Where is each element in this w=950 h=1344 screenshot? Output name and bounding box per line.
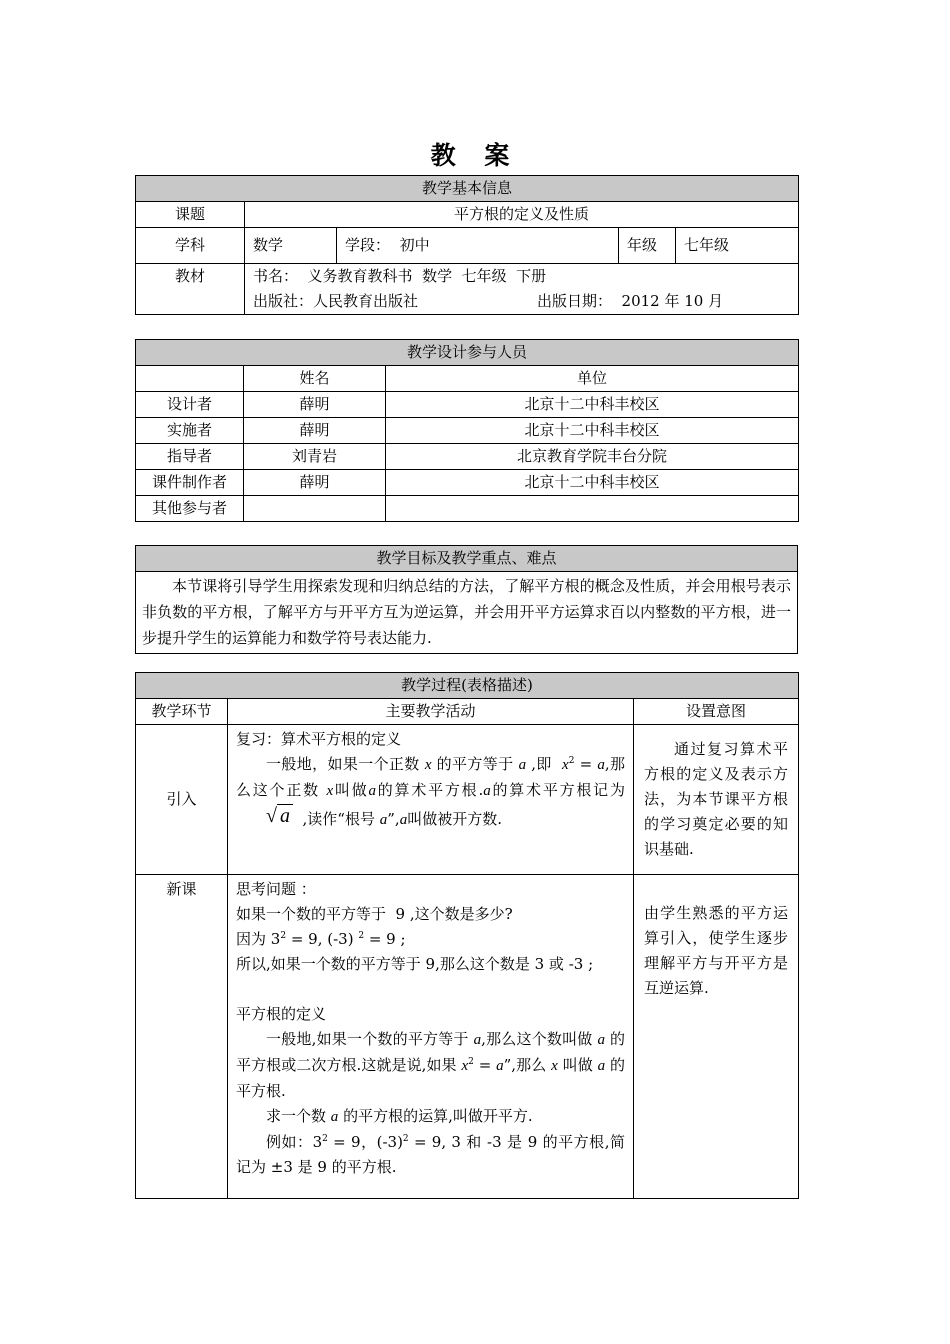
publish-date: 出版日期： 2012 年 10 月 xyxy=(537,292,724,310)
subject-label: 学科 xyxy=(136,228,245,264)
topic-label: 课题 xyxy=(136,202,245,228)
grade-value: 七年级 xyxy=(676,228,799,264)
participant-row xyxy=(136,444,799,470)
textbook-label: 教材 xyxy=(136,264,245,315)
objectives-table xyxy=(135,545,798,654)
subject-value: 数学 xyxy=(245,228,337,264)
so-line: 所以,如果一个数的平方等于 9,那么这个数是 3 或 -3 ; xyxy=(236,955,594,973)
example-paragraph: 例如：$3^2 = 9$，$(-3)^2 = 9$, 3 和 -3 是 9 的平方根,简记为 ±3 是 9 的平方根. xyxy=(236,1133,625,1176)
col-name: 姓名 xyxy=(244,366,386,392)
participant-role: 指导者 xyxy=(136,444,244,470)
publisher-line: 出版社：人民教育出版社 xyxy=(253,292,419,310)
then-word: 那么 xyxy=(516,1056,547,1074)
participants-table xyxy=(135,339,799,522)
participant-unit: 北京十二中科丰校区 xyxy=(386,470,799,496)
participant-name xyxy=(244,496,386,522)
objectives-text: 本节课将引导学生用探索发现和归纳总结的方法，了解平方根的概念及性质，并会用根号表示非负数的平方根，了解平方与开平方互为逆运算，并会用开平方运算求百以内整数的平方根，进一步提升学生的运算能力和数学符号表达能力. xyxy=(136,572,798,654)
document-title: 教 案 xyxy=(430,141,520,170)
stage-cell xyxy=(337,228,619,264)
participant-role: 课件制作者 xyxy=(136,470,244,496)
participant-role: 实施者 xyxy=(136,418,244,444)
intro-intent: 通过复习算术平方根的定义及表示方法，为本节课平方根的学习奠定必要的知识基础. xyxy=(634,725,799,875)
participant-role: 其他参与者 xyxy=(136,496,244,522)
definition-paragraph: 一般地,如果一个数的平方等于 a,那么这个数叫做 a 的平方根或二次方根.这就是说,如果 $x^2 = a$”,那么 x 叫做 a 的平方根. xyxy=(236,1030,625,1100)
process-header: 教学过程(表格描述) xyxy=(136,673,799,699)
participant-row xyxy=(136,496,799,522)
textbook-info xyxy=(245,264,799,315)
participants-header: 教学设计参与人员 xyxy=(136,340,799,366)
objectives-header: 教学目标及教学重点、难点 xyxy=(136,546,798,572)
participant-name: 薛明 xyxy=(244,470,386,496)
stage-intro: 引入 xyxy=(136,725,228,875)
participants-corner xyxy=(136,366,244,392)
stage-label: 学段： xyxy=(345,236,391,254)
participant-name: 薛明 xyxy=(244,392,386,418)
intro-paragraph: 一般地，如果一个正数 x 的平方等于 a ,即 $x^2 = a$,那么这个正数 x叫做a的算术平方根.a的算术平方根记为√ a ,读作“根号 a”,a叫做被开方数. xyxy=(236,755,625,828)
stage-value: 初中 xyxy=(399,236,430,254)
process-table xyxy=(135,672,799,1199)
new-lesson-intent: 由学生熟悉的平方运算引入，使学生逐步理解平方与开平方是互逆运算. xyxy=(634,875,799,1199)
col-activity: 主要教学活动 xyxy=(228,699,634,725)
participant-name: 刘青岩 xyxy=(244,444,386,470)
think-question: 如果一个数的平方等于 9 ,这个数是多少? xyxy=(236,905,513,923)
grade-label: 年级 xyxy=(619,228,676,264)
participant-unit: 北京十二中科丰校区 xyxy=(386,392,799,418)
participant-unit: 北京十二中科丰校区 xyxy=(386,418,799,444)
stage-new-lesson: 新课 xyxy=(136,875,228,1199)
participant-row xyxy=(136,392,799,418)
think-title: 思考问题 ： xyxy=(236,880,316,898)
topic-value: 平方根的定义及性质 xyxy=(245,202,799,228)
basic-info-table xyxy=(135,175,799,315)
basic-info-header: 教学基本信息 xyxy=(136,176,799,202)
book-line: 书名： 义务教育教科书 数学 七年级 下册 xyxy=(253,267,547,285)
because-line: 因为 $3^2 = 9$, (-3) $^2$ = 9 ; xyxy=(236,930,406,948)
review-title: 复习：算术平方根的定义 xyxy=(236,730,402,748)
participant-unit xyxy=(386,496,799,522)
participant-unit: 北京教育学院丰台分院 xyxy=(386,444,799,470)
col-stage: 教学环节 xyxy=(136,699,228,725)
participant-row xyxy=(136,470,799,496)
operation-paragraph: 求一个数 a 的平方根的运算,叫做开平方. xyxy=(266,1107,533,1125)
col-intent: 设置意图 xyxy=(634,699,799,725)
participant-role: 设计者 xyxy=(136,392,244,418)
participant-row xyxy=(136,418,799,444)
participant-name: 薛明 xyxy=(244,418,386,444)
publisher-row xyxy=(253,289,790,314)
definition-title: 平方根的定义 xyxy=(236,1005,327,1023)
col-unit: 单位 xyxy=(386,366,799,392)
intro-activity xyxy=(228,725,634,875)
new-lesson-activity xyxy=(228,875,634,1199)
sqrt-a-symbol: √ a xyxy=(236,804,293,829)
